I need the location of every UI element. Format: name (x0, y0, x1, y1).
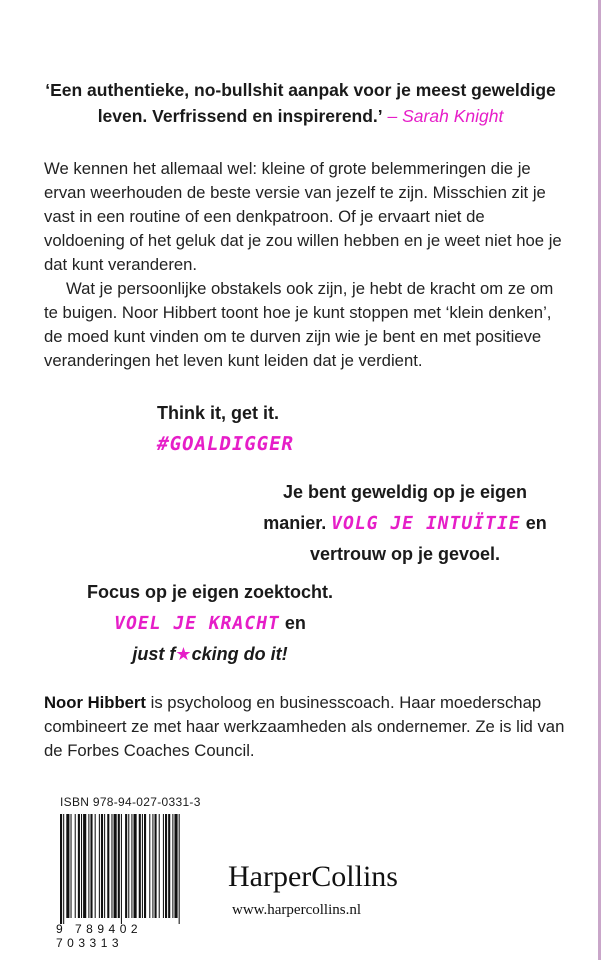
callout-intuition-line-3: vertrouw op je gevoel. (309, 544, 501, 564)
callout-intuition-after: en (520, 513, 547, 533)
blurb-paragraph-2: Wat je persoonlijke obstakels ook zijn, je hebt de kracht om ze om te buigen. Noor Hibbert toont hoe je kunt stoppen met ‘klein denken’, de moed kunt vinden om te durven zijn wie je bent en met positieve veranderingen het leven kunt leiden dat je verdient. (44, 279, 554, 370)
blurb-paragraph-1: We kennen het allemaal wel: kleine of grote belemmeringen die je ervan weerhouden de beste versie van jezelf te zijn. Misschien zit je vast in een routine of een denkpatroon. Of je ervaart niet de voldoening of het geluk dat je zou willen hebben en je weet niet hoe je dat kunt veranderen. (44, 159, 562, 274)
author-bio (44, 691, 569, 763)
barcode-bar (179, 814, 180, 924)
callout-intuition-line-1: Je bent geweldig op je eigen (282, 482, 528, 502)
callout-power-accent: VOEL JE KRACHT (112, 613, 282, 634)
barcode-bar (75, 814, 76, 918)
barcode-bar (125, 814, 127, 918)
barcode-bar (144, 814, 146, 918)
barcode-bar (163, 814, 164, 918)
barcode-bar (107, 814, 109, 918)
star-icon: ★ (175, 644, 192, 664)
author-bio-text: is psycholoog en businesscoach. Haar moederschap combineert ze met haar werkzaamheden als ondernemer. Ze is lid van de Forbes Coaches Council. (44, 693, 565, 760)
barcode-digits: 9 789402 703313 (56, 922, 143, 950)
barcode-bar (81, 814, 82, 918)
barcode-bar (104, 814, 105, 918)
barcode-bar (83, 814, 86, 918)
barcode-bar (134, 814, 137, 918)
barcode-bar (101, 814, 103, 918)
isbn: ISBN 978-94-027-0331-3 (60, 795, 201, 809)
callout-power-line-3 (60, 639, 360, 670)
barcode-bar (111, 814, 112, 918)
barcode-bar (88, 814, 89, 918)
quote-author: – Sarah Knight (382, 106, 504, 126)
barcode-bar (63, 814, 64, 924)
callout-power-line-1: Focus op je eigen zoektocht. (86, 582, 334, 602)
barcode-bar (66, 814, 69, 918)
barcode-bar (128, 814, 129, 918)
author-name: Noor Hibbert (44, 693, 146, 712)
barcode (56, 814, 216, 924)
publisher-url: www.harpercollins.nl (232, 902, 361, 918)
barcode-bar (142, 814, 143, 918)
barcode-bar (172, 814, 173, 918)
barcode-bar (118, 814, 120, 918)
callout-power-italic-after: cking do it! (191, 644, 288, 664)
barcode-bar (71, 814, 72, 918)
barcode-bar (121, 814, 122, 924)
barcode-bar (95, 814, 96, 918)
barcode-bar (114, 814, 117, 918)
callout-power-line-2 (60, 608, 360, 639)
callout-intuition-line-2 (240, 508, 570, 539)
barcode-bar (152, 814, 153, 918)
callout-intuition-before: manier. (263, 513, 332, 533)
barcode-bar (99, 814, 100, 918)
blurb (44, 157, 564, 373)
publisher-logo: HarperCollins (228, 860, 398, 893)
barcode-bar (149, 814, 150, 918)
barcode-bar (78, 814, 80, 918)
callout-power-italic-before: just f (132, 644, 176, 664)
hashtag: #GOALDIGGER (155, 433, 296, 455)
tagline (157, 398, 294, 460)
barcode-bar (168, 814, 170, 918)
quote-line-2: leven. Verfrissend en inspirerend.’ (97, 106, 383, 126)
barcode-graphic (56, 814, 216, 924)
callout-intuition (240, 477, 570, 570)
barcode-bar (60, 814, 62, 924)
barcode-bar (139, 814, 141, 918)
tagline-text: Think it, get it. (157, 403, 279, 423)
barcode-bar (165, 814, 167, 918)
barcode-bar (159, 814, 160, 918)
barcode-bar (155, 814, 157, 918)
quote-line-1: ‘Een authentieke, no-bullshit aanpak voor je meest geweldige (45, 80, 556, 100)
callout-intuition-accent: VOLG JE INTUÏTIE (329, 513, 523, 534)
callout-power (60, 577, 360, 670)
barcode-bar (90, 814, 92, 918)
review-quote (40, 77, 561, 129)
barcode-bar (174, 814, 177, 918)
callout-power-after: en (279, 613, 306, 633)
barcode-bar (131, 814, 132, 918)
